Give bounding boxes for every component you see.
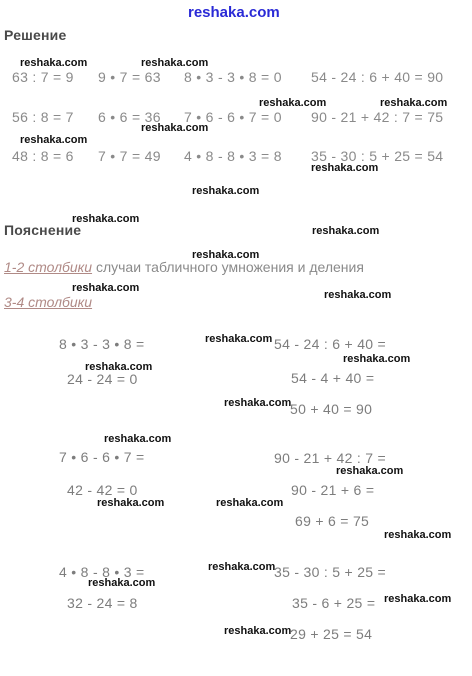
right-step-1: 90 - 21 + 42 : 7 = — [274, 450, 387, 466]
columns-1-2-link[interactable]: 1-2 столбики — [4, 259, 93, 275]
right-step-3: 29 + 25 = 54 — [290, 626, 373, 642]
solution-heading: Решение — [4, 27, 67, 43]
right-step-2: 35 - 6 + 25 = — [292, 595, 376, 611]
watermark: reshaka.com — [224, 397, 292, 409]
watermark: reshaka.com — [97, 497, 165, 509]
watermark: reshaka.com — [104, 433, 172, 445]
left-expression: 8 • 3 - 3 • 8 = — [59, 336, 145, 352]
watermark: reshaka.com — [343, 353, 411, 365]
watermark: reshaka.com — [259, 97, 327, 109]
right-step-3: 69 + 6 = 75 — [295, 513, 370, 529]
solution-cell: 7 • 6 - 6 • 7 = 0 — [184, 109, 282, 125]
right-step-2: 90 - 21 + 6 = — [291, 482, 375, 498]
note-1-text: случаи табличного умножения и деления — [92, 259, 364, 275]
left-expression: 4 • 8 - 8 • 3 = — [59, 564, 145, 580]
watermark: reshaka.com — [20, 134, 88, 146]
watermark: reshaka.com — [312, 225, 380, 237]
left-result: 32 - 24 = 8 — [67, 595, 138, 611]
solution-cell: 54 - 24 : 6 + 40 = 90 — [311, 69, 444, 85]
watermark: reshaka.com — [324, 289, 392, 301]
watermark: reshaka.com — [216, 497, 284, 509]
columns-3-4-link[interactable]: 3-4 столбики — [4, 294, 93, 310]
solution-cell: 4 • 8 - 8 • 3 = 8 — [184, 148, 282, 164]
watermark: reshaka.com — [311, 162, 379, 174]
watermark: reshaka.com — [380, 97, 448, 109]
solution-cell: 48 : 8 = 6 — [12, 148, 74, 164]
watermark: reshaka.com — [72, 213, 140, 225]
watermark: reshaka.com — [384, 529, 452, 541]
solution-cell: 7 • 7 = 49 — [98, 148, 161, 164]
watermark: reshaka.com — [88, 577, 156, 589]
right-step-3: 50 + 40 = 90 — [290, 401, 373, 417]
watermark: reshaka.com — [384, 593, 452, 605]
left-result: 42 - 42 = 0 — [67, 482, 138, 498]
watermark: reshaka.com — [20, 57, 88, 69]
left-result: 24 - 24 = 0 — [67, 371, 138, 387]
watermark: reshaka.com — [72, 282, 140, 294]
explanation-heading: Пояснение — [4, 222, 82, 238]
watermark: reshaka.com — [85, 361, 153, 373]
watermark: reshaka.com — [192, 185, 260, 197]
solution-cell: 56 : 8 = 7 — [12, 109, 74, 125]
watermark: reshaka.com — [208, 561, 276, 573]
site-title[interactable]: reshaka.com — [188, 4, 280, 21]
solution-cell: 90 - 21 + 42 : 7 = 75 — [311, 109, 444, 125]
watermark: reshaka.com — [336, 465, 404, 477]
note-line-2 — [4, 294, 92, 312]
solution-cell: 63 : 7 = 9 — [12, 69, 74, 85]
watermark: reshaka.com — [141, 57, 209, 69]
solution-cell: 35 - 30 : 5 + 25 = 54 — [311, 148, 444, 164]
right-step-1: 35 - 30 : 5 + 25 = — [274, 564, 387, 580]
watermark: reshaka.com — [192, 249, 260, 261]
left-expression: 7 • 6 - 6 • 7 = — [59, 449, 145, 465]
right-step-2: 54 - 4 + 40 = — [291, 370, 375, 386]
watermark: reshaka.com — [224, 625, 292, 637]
watermark: reshaka.com — [141, 122, 209, 134]
note-line-1 — [4, 259, 364, 277]
right-step-1: 54 - 24 : 6 + 40 = — [274, 336, 387, 352]
watermark: reshaka.com — [205, 333, 273, 345]
solution-cell: 9 • 7 = 63 — [98, 69, 161, 85]
solution-cell: 6 • 6 = 36 — [98, 109, 161, 125]
solution-cell: 8 • 3 - 3 • 8 = 0 — [184, 69, 282, 85]
